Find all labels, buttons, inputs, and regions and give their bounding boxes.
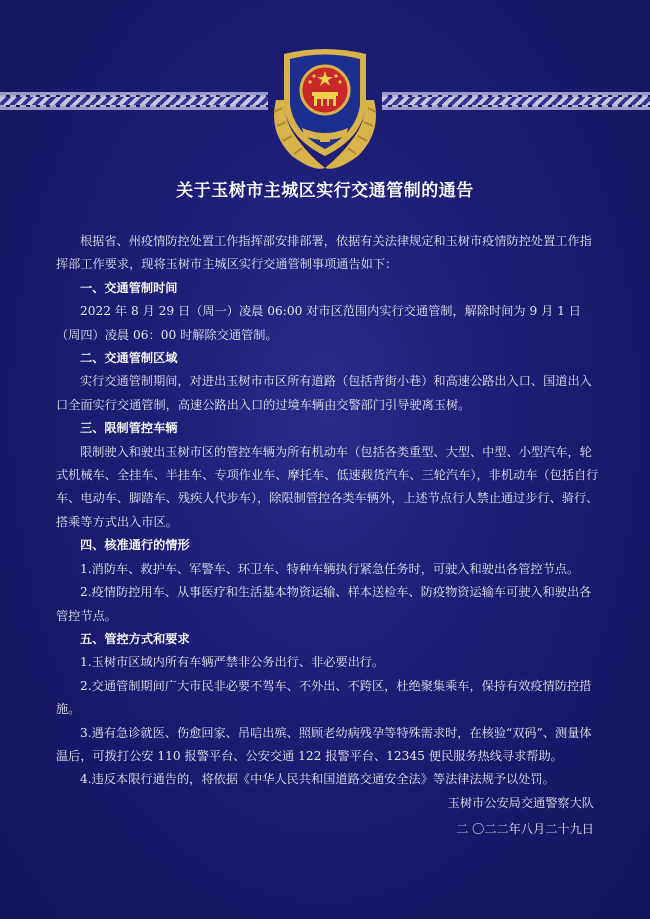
section-paragraph: 3.遇有急诊就医、伤愈回家、吊唁出殡、照顾老幼病残孕等特殊需求时，在核验“双码”、测量体温后，可拨打公安 110 报警平台、公安交通 122 报警平台、12345 便民服务热线寻求帮助。 [56,725,592,763]
signature-date: 二 〇二二年八月二十九日 [456,822,594,836]
section-heading: 三、限制管控车辆 [80,421,178,436]
intro-paragraph: 根据省、州疫情防控处置工作指挥部安排部署，依据有关法律规定和玉树市疫情防控处置工作指挥部工作要求，现将玉树市主城区实行交通管制事项通告如下： [56,234,592,272]
page-title: 关于玉树市主城区实行交通管制的通告 [176,181,474,201]
section-heading: 二、交通管制区域 [80,351,178,366]
section-paragraph: 2.交通管制期间广大市民非必要不驾车、不外出、不跨区，杜绝聚集乘车，保持有效疫情防控措施。 [56,678,592,717]
section-paragraph: 实行交通管制期间，对进出玉树市市区所有道路（包括背街小巷）和高速公路出入口、国道出入口全面实行交通管制，高速公路出入口的过境车辆由交警部门引导驶离玉树。 [56,374,592,412]
section-paragraph: 限制驶入和驶出玉树市区的管控车辆为所有机动车（包括各类重型、大型、中型、小型汽车，轮式机械车、全挂车、半挂车、专项作业车、摩托车、低速载货汽车、三轮汽车），非机动车（包括自行车、电动车、脚踏车、残疾人代步车），除限制管控各类车辆外，上述节点行人禁止通过步行、骑行、搭乘等方式出入市区。 [56,444,599,529]
section-paragraph: 4.违反本限行通告的，将依据《中华人民共和国道路交通安全法》等法律法规予以处罚。 [80,772,555,787]
section-paragraph: 1.玉树市区域内所有车辆严禁非公务出行、非必要出行。 [80,655,385,670]
section-paragraph: 2022 年 8 月 29 日（周一）凌晨 06:00 对市区范围内实行交通管制，解除时间为 9 月 1 日（周四）凌晨 06：00 时解除交通管制。 [56,304,581,342]
section-paragraph: 1.消防车、救护车、军警车、环卫车、特种车辆执行紧急任务时，可驶入和驶出各管控节点。 [80,561,580,576]
section-paragraph: 2.疫情防控用车、从事医疗和生活基本物资运输、样本送检车、防疫物资运输车可驶入和驶出各管控节点。 [56,585,592,623]
decorative-stripe-left [0,92,268,110]
signature-block [448,790,594,842]
signature-org: 玉树市公安局交通警察大队 [447,796,594,810]
decorative-stripe-right [382,92,650,110]
police-emblem-icon [262,40,388,172]
section-heading: 五、管控方式和要求 [80,631,190,646]
section-heading: 四、核准通行的情形 [80,538,190,553]
notice-body [56,230,600,792]
section-heading: 一、交通管制时间 [80,280,178,295]
